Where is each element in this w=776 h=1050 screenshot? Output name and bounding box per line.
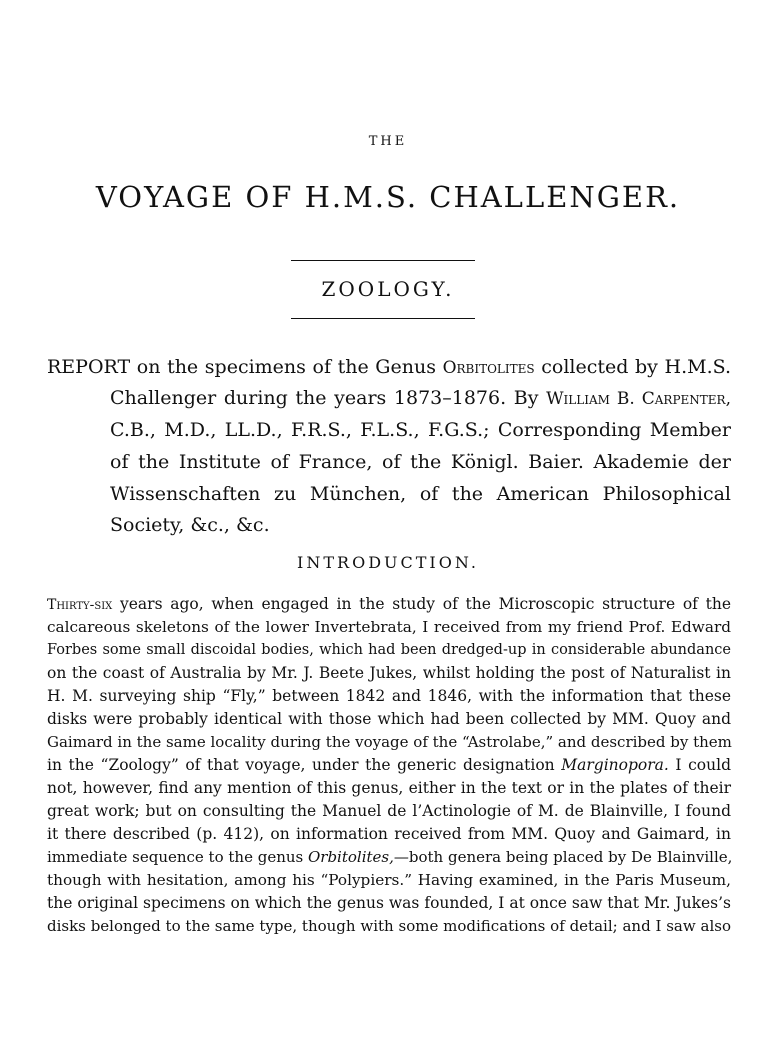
body-line: in the “Zoology” of that voyage, under the generic designation Marginopora. I could <box>47 756 731 774</box>
italic-term: Marginopora. <box>561 756 669 774</box>
body-line: the original specimens on which the genus was founded, I at once saw that Mr. Jukes’s <box>47 894 731 912</box>
heading-the: THE <box>368 134 408 149</box>
body-line: calcareous skeletons of the lower Invertebrata, I received from my friend Prof. Edward <box>47 618 731 636</box>
body-line: it there described (p. 412), on information received from MM. Quoy and Gaimard, in <box>47 825 731 843</box>
body-line: immediate sequence to the genus Orbitolites,—both genera being placed by De Blainville, <box>47 848 733 866</box>
body-line: disks were probably identical with those which had been collected by MM. Quoy and <box>47 710 731 728</box>
drop-word: Thirty-six <box>47 597 113 613</box>
body-line: disks belonged to the same type, though with some modifications of detail; and I saw also <box>47 917 731 935</box>
body-line: Thirty-six years ago, when engaged in the study of the Microscopic structure of the <box>47 595 731 613</box>
report-line: Wissenschaften zu München, of the American Philosophical <box>110 483 731 505</box>
genus-name: Orbitolites <box>442 358 535 378</box>
body-line: H. M. surveying ship “Fly,” between 1842 and 1846, with the information that these <box>47 687 731 705</box>
divider-top <box>291 260 475 261</box>
body-line: though with hesitation, among his “Polypiers.” Having examined, in the Paris Museum, <box>47 871 731 889</box>
body-line: not, however, find any mention of this genus, either in the text or in the plates of their <box>47 779 731 797</box>
body-line: Forbes some small discoidal bodies, which had been dredged-up in considerable abundance <box>47 642 731 658</box>
report-line: Society, &c., &c. <box>110 514 270 536</box>
introduction-heading: INTRODUCTION. <box>297 553 479 572</box>
body-line: on the coast of Australia by Mr. J. Beete Jukes, whilst holding the post of Naturalist in <box>47 664 731 682</box>
report-line: Challenger during the years 1873–1876. By William B. Carpenter, <box>110 387 732 409</box>
page-title: VOYAGE OF H.M.S. CHALLENGER. <box>95 180 681 214</box>
report-line: C.B., M.D., LL.D., F.R.S., F.L.S., F.G.S.; Corresponding Member <box>110 419 731 441</box>
italic-term: Orbitolites, <box>307 848 394 866</box>
body-line: great work; but on consulting the Manuel de l’Actinologie of M. de Blainville, I found <box>47 802 731 820</box>
divider-bottom <box>291 318 475 319</box>
section-heading: ZOOLOGY. <box>321 277 455 301</box>
report-line: of the Institute of France, of the Königl. Baier. Akademie der <box>110 451 731 473</box>
body-line: Gaimard in the same locality during the voyage of the “Astrolabe,” and described by them <box>47 733 732 751</box>
report-line: REPORT on the specimens of the Genus Orbitolites collected by H.M.S. <box>47 356 731 378</box>
author-name: William B. Carpenter, <box>546 389 732 409</box>
